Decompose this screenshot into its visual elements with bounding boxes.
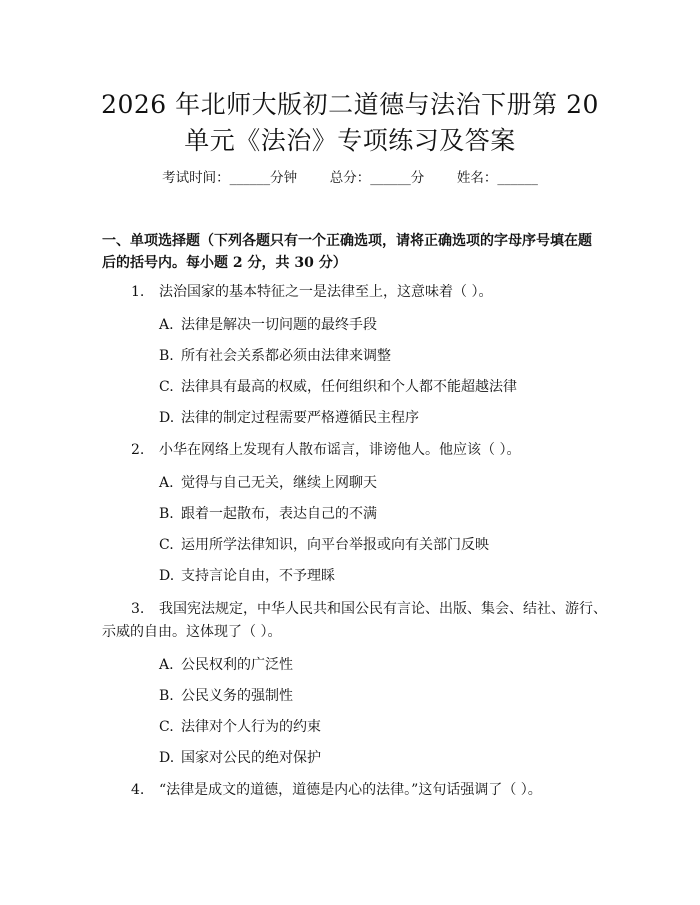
question-4 [131,780,542,800]
student-name-field: 姓名：______ [456,170,538,186]
question-text: “法律是成文的道德，道德是内心的法律。”这句话强调了（ ）。 [159,782,542,798]
question-number: 4. [131,782,145,798]
question-3-option-d [159,748,321,768]
document-title-line-1: 2026 年北师大版初二道德与法治下册第 20 [101,90,599,119]
option-letter: A. [159,475,174,491]
question-2-option-d [159,566,335,586]
question-3-option-c [159,717,321,737]
option-text: 运用所学法律知识，向平台举报或向有关部门反映 [181,537,489,553]
option-letter: D. [159,568,175,584]
question-3-option-b [159,686,293,706]
question-1-option-d [159,408,419,428]
question-1-option-c [159,377,517,397]
option-text: 法律对个人行为的约束 [181,719,321,735]
option-text: 法律的制定过程需要严格遵循民主程序 [181,410,419,426]
question-text: 小华在网络上发现有人散布谣言，诽谤他人。他应该（ ）。 [159,442,521,458]
document-title-line-2: 单元《法治》专项练习及答案 [184,126,516,155]
option-text: 公民义务的强制性 [181,688,293,704]
option-text: 法律具有最高的权威，任何组织和个人都不能超越法律 [181,379,517,395]
question-number: 1. [131,284,145,300]
option-text: 跟着一起散布，表达自己的不满 [181,506,377,522]
section-heading-line-2: 后的括号内。每小题 2 分，共 30 分） [102,255,347,271]
option-letter: B. [159,506,174,522]
section-heading-line-1: 一、单项选择题（下列各题只有一个正确选项，请将正确选项的字母序号填在题 [102,233,592,249]
option-letter: D. [159,750,175,766]
question-text-line-1: 我国宪法规定，中华人民共和国公民有言论、出版、集会、结社、游行、 [159,601,607,617]
question-1-option-b [159,346,391,366]
option-letter: C. [159,379,174,395]
question-number: 2. [131,442,145,458]
question-2-option-c [159,535,489,555]
option-letter: C. [159,719,174,735]
option-letter: A. [159,657,174,673]
option-letter: B. [159,688,174,704]
exam-info-row [0,168,700,188]
question-2 [131,440,520,460]
question-3-continued [102,622,281,642]
option-letter: C. [159,537,174,553]
option-text: 法律是解决一切问题的最终手段 [181,317,377,333]
question-text-line-2: 示威的自由。这体现了（ ）。 [102,624,282,640]
question-text: 法治国家的基本特征之一是法律至上，这意味着（ ）。 [159,284,493,300]
question-1 [131,282,492,302]
option-letter: B. [159,348,174,364]
question-1-option-a [159,315,377,335]
option-text: 觉得与自己无关，继续上网聊天 [181,475,377,491]
question-2-option-a [159,473,377,493]
total-score-field: 总分：______分 [329,170,425,186]
option-text: 国家对公民的绝对保护 [181,750,321,766]
option-text: 支持言论自由，不予理睬 [181,568,335,584]
option-letter: A. [159,317,174,333]
option-text: 公民权利的广泛性 [181,657,293,673]
question-3-option-a [159,655,293,675]
section-heading [102,230,602,274]
question-2-option-b [159,504,377,524]
question-number: 3. [131,601,145,617]
option-letter: D. [159,410,175,426]
exam-time-field: 考试时间：______分钟 [162,170,298,186]
question-3 [131,599,607,619]
option-text: 所有社会关系都必须由法律来调整 [181,348,391,364]
